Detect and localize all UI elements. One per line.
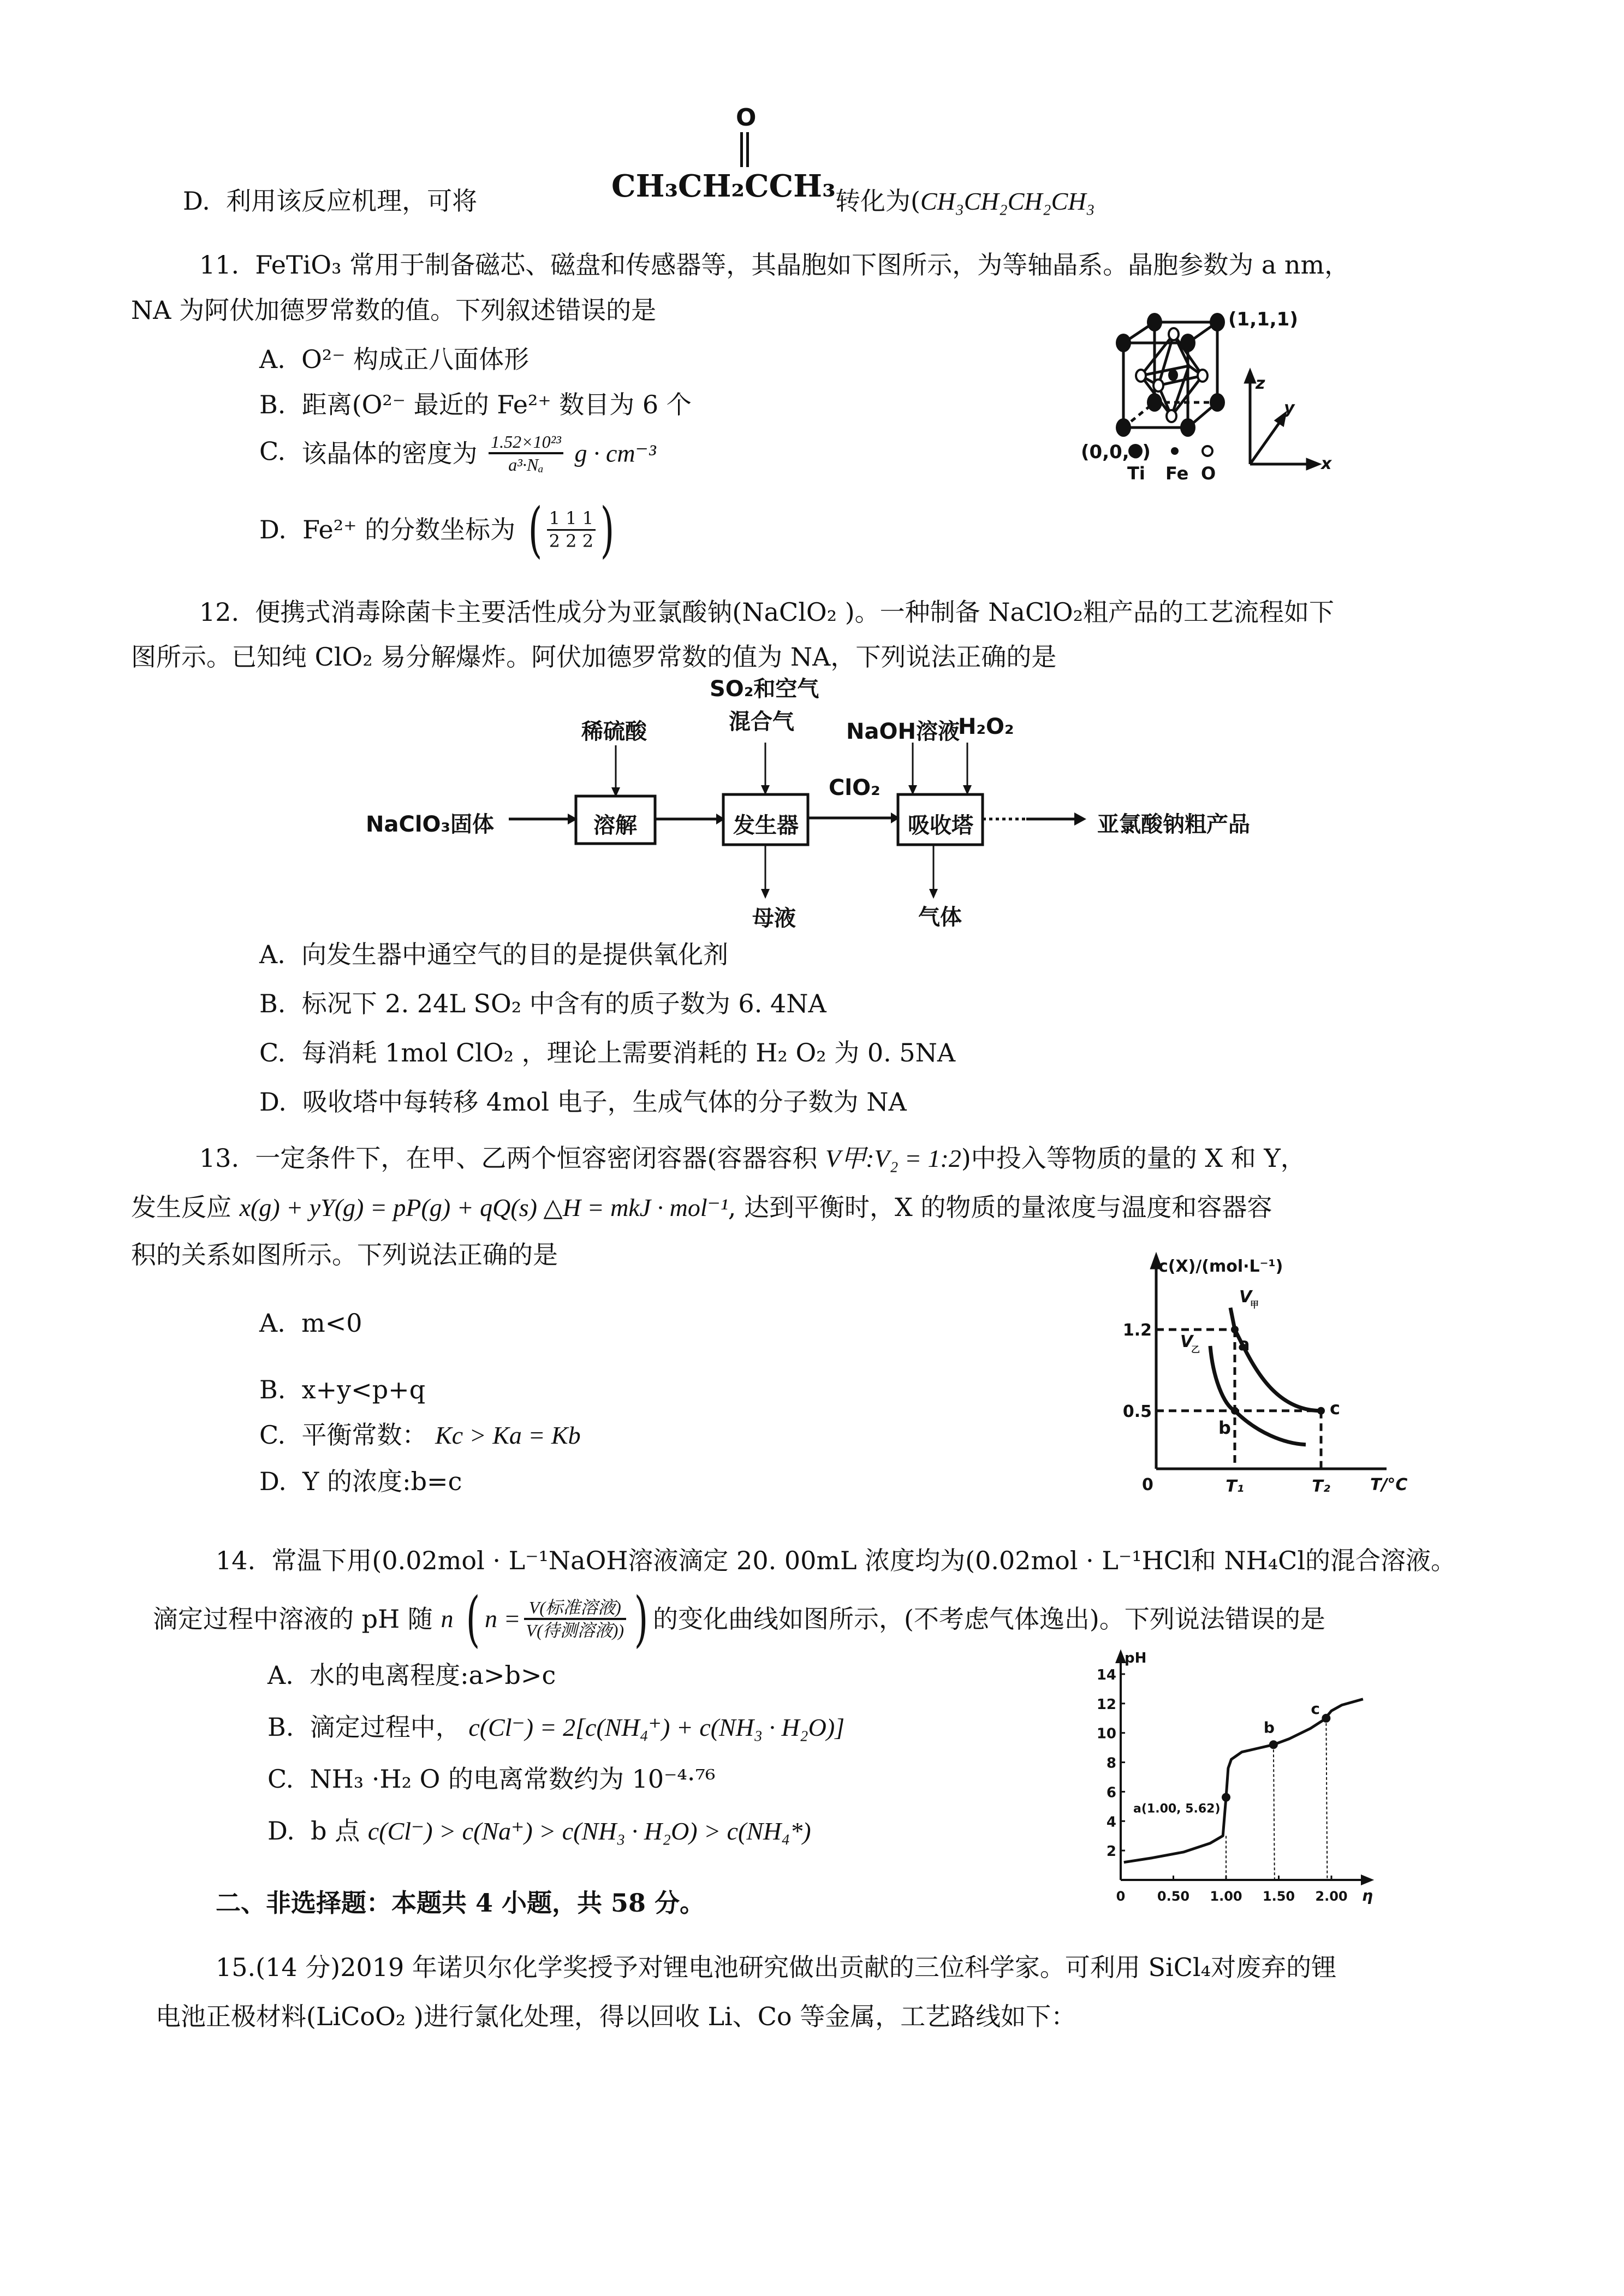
- series-v-jia-label: V: [1239, 1288, 1252, 1307]
- flow-box2-input-line1: SO₂和空气: [710, 677, 819, 702]
- y-axis-title: c(X)/(mol·L⁻¹): [1158, 1257, 1283, 1276]
- option-letter: D.: [259, 1087, 287, 1117]
- option-text: 转化为(: [835, 186, 920, 216]
- option-text: 吸收塔中每转移 4mol 电子，生成气体的分子数为 NA: [302, 1087, 907, 1117]
- q14-option-d: [267, 1818, 811, 1844]
- x-axis-title: T/°C: [1370, 1475, 1408, 1494]
- x-tick-label: T₁: [1226, 1477, 1244, 1496]
- question-stem: , 达到平衡时，X 的物质的量浓度与温度和容器容: [728, 1193, 1272, 1222]
- flow-svg: [355, 672, 1283, 923]
- open-paren: (: [528, 495, 543, 565]
- question-stem: 一定条件下，在甲、乙两个恒容密闭容器(容器容积: [255, 1143, 825, 1173]
- q11-option-a: [259, 347, 529, 372]
- option-text: 每消耗 1mol ClO₂ ，理论上需要消耗的 H₂ O₂ 为 0. 5NA: [301, 1038, 956, 1067]
- n-definition: n =: [484, 1605, 521, 1633]
- fraction-denominator: 2 2 2: [549, 530, 594, 551]
- x-tick-label: 1.00: [1210, 1889, 1242, 1904]
- y-tick-label: 10: [1096, 1725, 1116, 1742]
- option-text: 滴定过程中，: [310, 1712, 461, 1742]
- legend-fe-label: Fe: [1165, 463, 1189, 484]
- y-axis-arrow: [1117, 1652, 1125, 1662]
- flow-box-generator-label: 发生器: [733, 813, 799, 838]
- x-tick-label: 1.50: [1262, 1889, 1295, 1904]
- question-number: 14.: [216, 1546, 256, 1575]
- option-text: 向发生器中通空气的目的是提供氧化剂: [301, 940, 729, 969]
- flow-box3-output-label: 气体: [918, 905, 962, 930]
- option-letter: B.: [259, 390, 286, 419]
- flow-box1-input-label: 稀硫酸: [581, 719, 647, 744]
- drop-line: [1326, 1718, 1327, 1880]
- question-stem: FeTiO₃ 常用于制备磁芯、磁盘和传感器等，其晶胞如下图所示，为等轴晶系。晶胞参数为 a nm，: [255, 250, 1350, 280]
- close-paren: ): [600, 495, 615, 565]
- q13-stem-line2: [131, 1195, 1272, 1220]
- axis-y-label: y: [1284, 399, 1295, 418]
- q14-stem-line2: [153, 1584, 1325, 1654]
- q14-option-a: [267, 1660, 556, 1690]
- option-letter: A.: [267, 1660, 294, 1690]
- x-axis-title: η: [1362, 1886, 1373, 1905]
- legend-fe-symbol: [1171, 447, 1179, 455]
- question-stem: )中投入等物质的量的 X 和 Y，: [961, 1143, 1306, 1173]
- q12-stem-line2: [131, 642, 1057, 672]
- point-b: [1231, 1407, 1239, 1415]
- q14-stem-line1: [216, 1548, 1456, 1573]
- flow-link-label: ClO₂: [829, 775, 881, 800]
- q13-option-b: [259, 1377, 425, 1402]
- q11-option-b: [259, 392, 692, 417]
- flow-box-dissolve-label: 溶解: [593, 813, 637, 838]
- q10-option-d-after: [835, 188, 1095, 214]
- ketone-formula: CH₃CH₂CCH₃: [611, 168, 836, 204]
- open-paren: (: [466, 1584, 480, 1654]
- q11-stem-line2: [131, 295, 657, 325]
- point-c: [1322, 1714, 1330, 1723]
- option-text: x+y<p+q: [301, 1375, 426, 1404]
- concentration-temperature-chart: [1092, 1234, 1430, 1496]
- corner-label-111: (1,1,1): [1228, 308, 1298, 330]
- point-b: [1269, 1740, 1278, 1749]
- question-stem: 15.(14 分)2019 年诺贝尔化学奖授予对锂电池研究做出贡献的三位科学家。可利用 SiCl₄对废弃的锂: [216, 1953, 1337, 1982]
- process-flow-diagram: [355, 672, 1283, 931]
- point-c-label: c: [1311, 1699, 1320, 1718]
- flow-output-label: 亚氯酸钠粗产品: [1097, 812, 1250, 837]
- option-letter: C.: [259, 436, 286, 466]
- legend-o-symbol: [1203, 446, 1212, 456]
- option-text: 该晶体的密度为: [301, 438, 478, 468]
- coordinate-fraction: [547, 508, 596, 551]
- y-tick-label: 12: [1096, 1696, 1116, 1713]
- concentration-order: c(Cl⁻) > c(Na⁺) > c(NH₃ · H₂O) > c(NH₄*): [367, 1817, 811, 1845]
- option-text: Fe²⁺ 的分数坐标为: [302, 515, 516, 544]
- x-axis-arrow: [1362, 1876, 1371, 1884]
- y-tick-label: 0.5: [1122, 1402, 1152, 1421]
- variable-n: n: [441, 1605, 454, 1633]
- series-v-jia-curve: [1230, 1308, 1321, 1411]
- flow-box-absorber-label: 吸收塔: [908, 813, 973, 838]
- q12-option-c: [259, 1040, 955, 1065]
- q13-stem-line3: [131, 1242, 558, 1267]
- question-stem: 滴定过程中溶液的 pH 随: [153, 1604, 441, 1634]
- point-a: [1222, 1793, 1230, 1802]
- volume-ratio: V甲:V₂ = 1:2: [825, 1144, 961, 1172]
- option-text: O²⁻ 构成正八面体形: [301, 345, 530, 374]
- x-tick-label: T₂: [1312, 1477, 1330, 1496]
- equilibrium-constants: Kc > Ka = Kb: [435, 1421, 581, 1449]
- option-text: Y 的浓度:b=c: [302, 1467, 462, 1496]
- point-a-label: a: [1238, 1334, 1250, 1355]
- question-stem: NA 为阿伏加德罗常数的值。下列叙述错误的是: [131, 295, 657, 325]
- q15-stem-line1: [216, 1955, 1336, 1980]
- q14-option-b: [267, 1714, 844, 1740]
- option-letter: D.: [267, 1816, 295, 1846]
- point-a-label: a(1.00, 5.62): [1133, 1802, 1221, 1816]
- flow-box3-input2-label: H₂O₂: [958, 714, 1014, 739]
- option-letter: C.: [259, 1420, 286, 1450]
- fraction-numerator: V(标准溶液): [524, 1597, 627, 1620]
- series-v-yi-label: V: [1180, 1332, 1193, 1351]
- question-stem: 图所示。已知纯 ClO₂ 易分解爆炸。阿伏加德罗常数的值为 NA，下列说法正确的是: [131, 642, 1057, 672]
- legend-ti-label: Ti: [1127, 463, 1145, 484]
- point-b-label: b: [1218, 1417, 1231, 1438]
- density-fraction: [489, 431, 563, 476]
- drop-line: [1274, 1745, 1275, 1880]
- option-letter: C.: [267, 1764, 294, 1794]
- y-tick-label: 6: [1106, 1784, 1116, 1801]
- option-text: 平衡常数：: [301, 1420, 427, 1450]
- x-tick-label: 0: [1116, 1889, 1126, 1904]
- point-a: [1231, 1326, 1239, 1333]
- x-tick-label: 0.50: [1157, 1889, 1190, 1904]
- q13-option-c: [259, 1422, 581, 1448]
- fraction-numerator: 1 1 1: [547, 508, 596, 530]
- option-text: 标况下 2. 24L SO₂ 中含有的质子数为 6. 4NA: [301, 989, 826, 1018]
- point-b-label: b: [1263, 1718, 1275, 1737]
- q13-option-a: [259, 1310, 362, 1336]
- crystal-cell-figure: [1064, 284, 1447, 491]
- question-stem: 的变化曲线如图所示，(不考虑气体逸出)。下列说法错误的是: [652, 1604, 1325, 1634]
- y-tick-label: 14: [1096, 1667, 1116, 1683]
- y-tick-label: 1.2: [1122, 1321, 1152, 1340]
- product-formula: CH₃CH₂CH₂CH₃: [920, 187, 1095, 215]
- fraction-denominator: V(待测溶液)): [526, 1621, 624, 1640]
- q12-option-b: [259, 991, 826, 1016]
- q12-stem-line1: [199, 597, 1335, 627]
- option-letter: C.: [259, 1038, 286, 1067]
- legend-o-label: O: [1201, 463, 1216, 484]
- flow-input-label: NaClO₃固体: [366, 812, 495, 837]
- fraction-numerator: 1.52×10²³: [489, 431, 563, 454]
- q15-stem-line2: [156, 2004, 1076, 2029]
- option-letter: B.: [259, 989, 286, 1018]
- option-letter: D.: [259, 1467, 287, 1496]
- option-letter: A.: [259, 940, 285, 969]
- question-stem: 电池正极材料(LiCoO₂ )进行氯化处理，得以回收 Li、Co 等金属，工艺路线如下：: [156, 2002, 1076, 2031]
- q14-option-c: [267, 1764, 716, 1794]
- y-tick-label: 2: [1106, 1843, 1116, 1860]
- section-heading: 二、非选择题：本题共 4 小题，共 58 分。: [216, 1888, 705, 1918]
- question-stem: 积的关系如图所示。下列说法正确的是: [131, 1240, 558, 1269]
- axis-z-label: z: [1256, 374, 1265, 393]
- question-stem: 发生反应: [131, 1193, 240, 1222]
- reaction-equation: x(g) + yY(g) = pP(g) + qQ(s) △H = mkJ · mol⁻¹: [239, 1194, 728, 1221]
- question-stem: 便携式消毒除菌卡主要活性成分为亚氯酸钠(NaClO₂ )。一种制备 NaClO₂粗产品的工艺流程如下: [255, 597, 1335, 627]
- q12-option-d: [259, 1087, 907, 1117]
- flow-box2-input-line2: 混合气: [729, 709, 794, 734]
- option-letter: D.: [259, 515, 287, 544]
- close-paren: ): [634, 1584, 649, 1654]
- option-text: NH₃ ·H₂ O 的电离常数约为 10⁻⁴·⁷⁶: [310, 1764, 716, 1794]
- option-text: b 点: [311, 1816, 368, 1846]
- double-bond: [740, 132, 749, 167]
- option-text: 距离(O²⁻ 最近的 Fe²⁺ 数目为 6 个: [301, 390, 692, 419]
- option-letter: A.: [259, 345, 285, 374]
- option-text: 利用该反应机理，可将: [226, 186, 478, 216]
- question-stem: 常温下用(0.02mol · L⁻¹NaOH溶液滴定 20. 00mL 浓度均为(0.02mol · L⁻¹HCl和 NH₄Cl的混合溶液。: [271, 1546, 1456, 1575]
- charge-balance-equation: c(Cl⁻) = 2[c(NH₄⁺) + c(NH₃ · H₂O)]: [468, 1713, 845, 1741]
- series-v-yi-sub: 乙: [1191, 1344, 1200, 1355]
- option-letter: A.: [259, 1308, 285, 1338]
- x-tick-label: 2.00: [1315, 1889, 1348, 1904]
- option-text: 水的电离程度:a>b>c: [310, 1660, 556, 1690]
- y-tick-label: 8: [1106, 1755, 1116, 1772]
- option-letter: B.: [259, 1375, 286, 1404]
- option-letter: D.: [183, 186, 210, 216]
- origin-label: 0: [1142, 1475, 1153, 1494]
- series-v-jia-sub: 甲: [1250, 1300, 1259, 1310]
- q11-option-c: [259, 431, 656, 476]
- ph-titration-chart: [1064, 1649, 1447, 1922]
- question-number: 13.: [199, 1143, 240, 1173]
- question-number: 12.: [199, 597, 240, 627]
- point-c-label: c: [1330, 1397, 1340, 1419]
- y-tick-label: 4: [1106, 1814, 1116, 1831]
- q11-stem-line1: [199, 250, 1350, 280]
- q12-option-a: [259, 942, 728, 967]
- ketone-oxygen: O: [736, 104, 757, 132]
- corner-label-000: (0,0,0): [1081, 441, 1151, 463]
- q10-option-d: [183, 186, 478, 216]
- q13-stem-line1: [199, 1143, 1306, 1173]
- q13-option-d: [259, 1469, 462, 1494]
- fraction-denominator: a³·Nₐ: [508, 455, 544, 475]
- question-number: 11.: [199, 250, 240, 280]
- n-fraction: [524, 1597, 627, 1641]
- option-letter: B.: [267, 1712, 294, 1742]
- point-c: [1317, 1407, 1325, 1415]
- ketone-structure: [611, 104, 836, 213]
- flow-box2-output-label: 母液: [752, 906, 796, 931]
- density-unit: g · cm⁻³: [574, 439, 656, 467]
- chart14-svg: [1064, 1649, 1447, 1922]
- y-axis-title: pH: [1125, 1650, 1147, 1666]
- axis-x-label: x: [1321, 454, 1332, 473]
- flow-box3-input1-label: NaOH溶液: [846, 719, 960, 744]
- q11-option-d: [259, 495, 619, 565]
- option-text: m<0: [301, 1308, 362, 1338]
